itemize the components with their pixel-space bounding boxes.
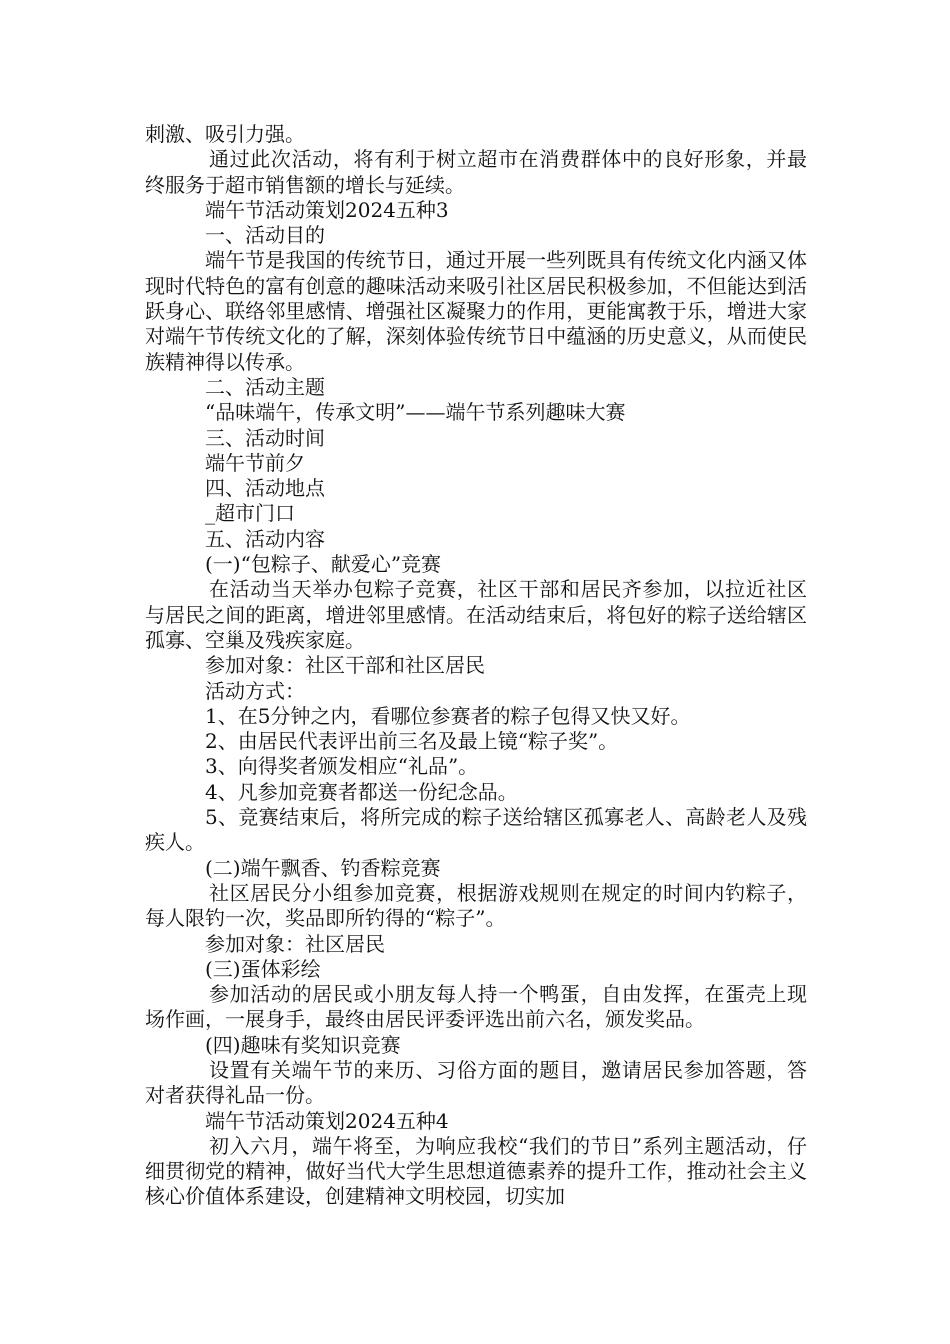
subheading: 四、活动地点 — [205, 476, 325, 501]
list-item: 4、凡参加竞赛者都送一份纪念品。 — [205, 779, 518, 804]
list-item: 3、向得奖者颁发相应“礼品”。 — [205, 754, 479, 779]
paragraph: 参加对象：社区干部和社区居民 — [205, 653, 485, 678]
paragraph: 通过此次活动，将有利于树立超市在消费群体中的良好形象，并最终服务于超市销售额的增长与延续。 — [145, 147, 807, 197]
section-heading: 端午节活动策划2024五种4 — [205, 1108, 449, 1133]
paragraph: 活动方式： — [205, 678, 305, 703]
item-heading: (二)端午飘香、钓香粽竞赛 — [205, 855, 441, 880]
subheading: 三、活动时间 — [205, 425, 325, 450]
document-body — [145, 122, 807, 1210]
subheading: 一、活动目的 — [205, 223, 325, 248]
subheading: 五、活动内容 — [205, 526, 325, 551]
paragraph: 初入六月，端午将至，为响应我校“我们的节日”系列主题活动，仔细贯彻党的精神，做好当代大学生思想道德素养的提升工作，推动社会主义核心价值体系建设，创建精神文明校园，切实加 — [145, 1133, 807, 1209]
paragraph: _超市门口 — [205, 501, 295, 526]
paragraph: 端午节是我国的传统节日，通过开展一些列既具有传统文化内涵又体现时代特色的富有创意的趣味活动来吸引社区居民积极参加，不但能达到活跃身心、联络邻里感情、增强社区凝聚力的作用，更能寓教于乐，增进大家对端午节传统文化的了解，深刻体验传统节日中蕴涵的历史意义，从而使民族精神得以传承。 — [145, 248, 807, 374]
item-heading: (一)“包粽子、献爱心”竞赛 — [205, 552, 442, 577]
paragraph: 刺激、吸引力强。 — [145, 122, 305, 146]
paragraph: 参加活动的居民或小朋友每人持一个鸭蛋，自由发挥，在蛋壳上现场作画，一展身手，最终由居民评委评选出前六名，颁发奖品。 — [145, 982, 807, 1032]
paragraph: 设置有关端午节的来历、习俗方面的题目，邀请居民参加答题，答对者获得礼品一份。 — [145, 1057, 807, 1108]
list-item: 2、由居民代表评出前三名及最上镜“粽子奖”。 — [205, 729, 619, 754]
paragraph: 参加对象：社区居民 — [205, 931, 385, 956]
paragraph: 端午节前夕 — [205, 450, 305, 475]
list-item: 1、在5分钟之内，看哪位参赛者的粽子包得又快又好。 — [205, 703, 691, 728]
paragraph: 社区居民分小组参加竞赛，根据游戏规则在规定的时间内钓粽子，每人限钓一次，奖品即所钓得的“粽子”。 — [145, 880, 807, 931]
subheading: 二、活动主题 — [205, 374, 325, 399]
paragraph: “品味端午，传承文明”——端午节系列趣味大赛 — [205, 400, 626, 425]
list-item: 5、竞赛结束后，将所完成的粽子送给辖区孤寡老人、高龄老人及残疾人。 — [145, 805, 807, 855]
item-heading: (四)趣味有奖知识竞赛 — [205, 1032, 401, 1057]
section-heading: 端午节活动策划2024五种3 — [205, 197, 449, 222]
item-heading: (三)蛋体彩绘 — [205, 956, 321, 981]
paragraph: 在活动当天举办包粽子竞赛，社区干部和居民齐参加，以拉近社区与居民之间的距离，增进邻里感情。在活动结束后，将包好的粽子送给辖区孤寡、空巢及残疾家庭。 — [145, 577, 807, 652]
